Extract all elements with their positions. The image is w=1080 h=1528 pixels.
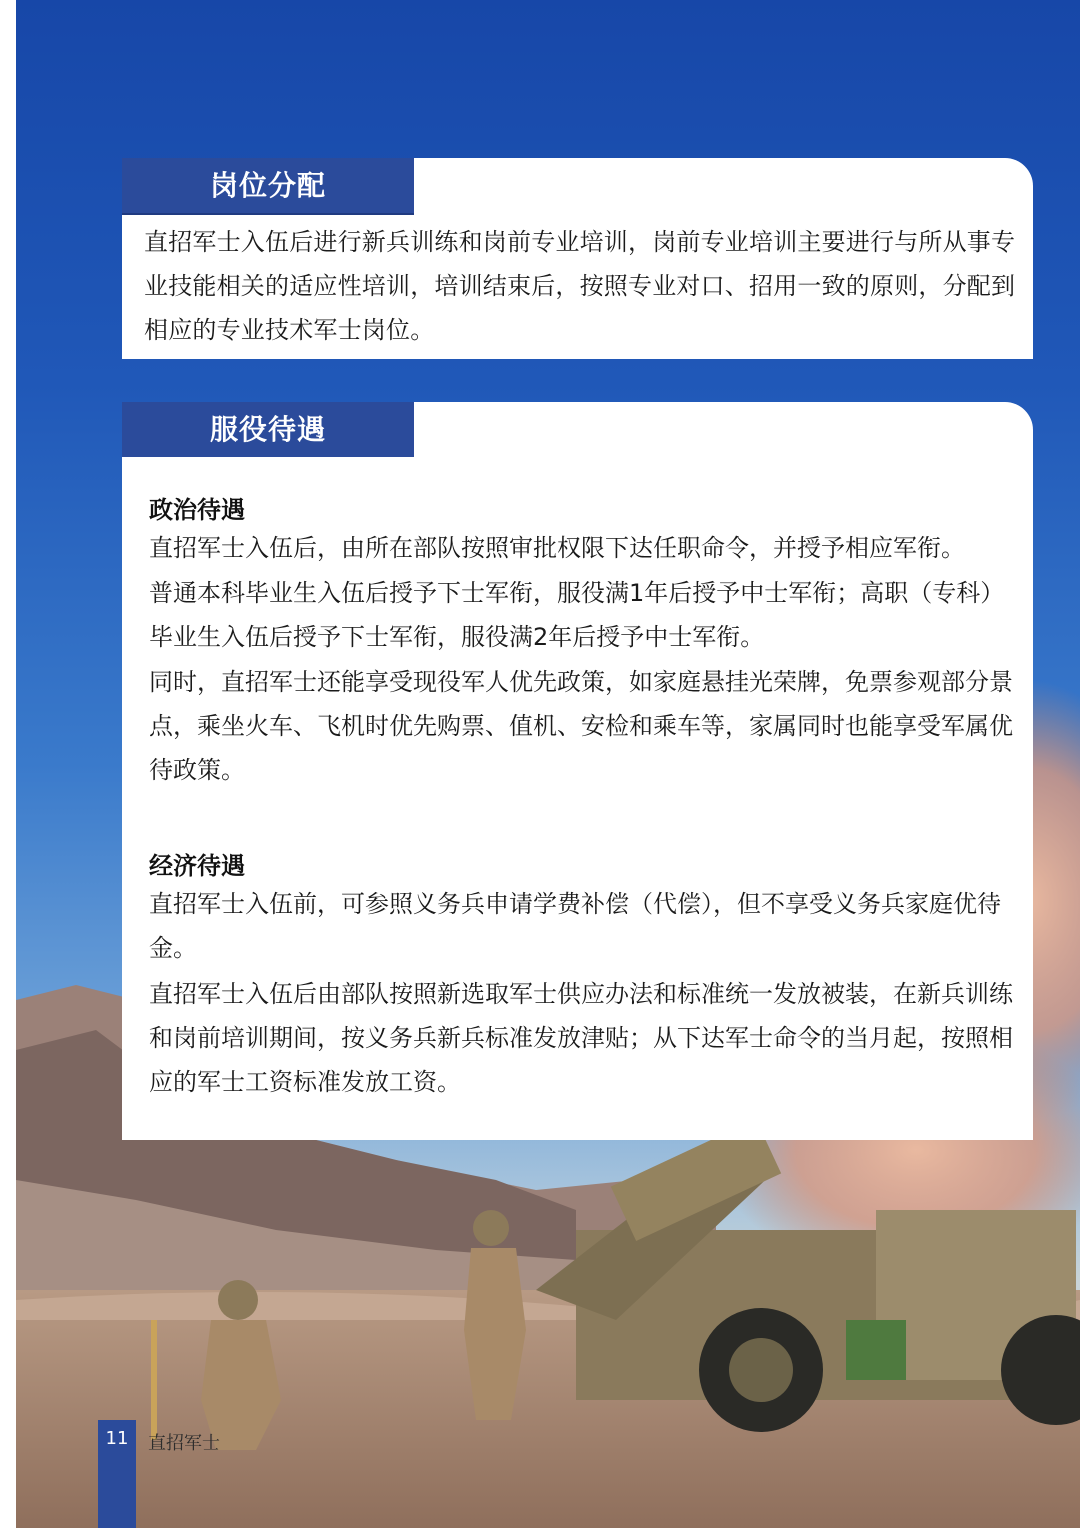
economic-benefits-paragraph-1: 直招军士入伍前，可参照义务兵申请学费补偿（代偿），但不享受义务兵家庭优待金。: [149, 890, 1001, 962]
political-benefits-paragraph-3: 同时，直招军士还能享受现役军人优先政策，如家庭悬挂光荣牌，免票参观部分景点，乘坐火车、飞机时优先购票、值机、安检和乘车等，家属同时也能享受军属优待政策。: [149, 668, 1013, 784]
job-assignment-text: 直招军士入伍后进行新兵训练和岗前专业培训，岗前专业培训主要进行与所从事专业技能相关的适应性培训，培训结束后，按照专业对口、招用一致的原则，分配到相应的专业技术军士岗位。: [144, 228, 1016, 344]
page-number: 11: [105, 1428, 129, 1449]
economic-benefits-paragraph-2: 直招军士入伍后由部队按照新选取军士供应办法和标准统一发放被装，在新兵训练和岗前培训期间，按义务兵新兵标准发放津贴；从下达军士命令的当月起，按照相应的军士工资标准发放工资。: [149, 980, 1013, 1096]
political-benefits-paragraph-1: 直招军士入伍后，由所在部队按照审批权限下达任职命令，并授予相应军衔。: [149, 534, 965, 562]
job-assignment-card: [122, 158, 1033, 359]
section-title-service-benefits: 服役待遇: [122, 402, 414, 457]
service-benefits-card: [122, 402, 1033, 1140]
footer-label: 直招军士: [148, 1433, 220, 1454]
economic-benefits-heading: 经济待遇: [149, 852, 245, 880]
political-benefits-paragraph-2: 普通本科毕业生入伍后授予下士军衔，服役满1年后授予中士军衔；高职（专科）毕业生入伍后授予下士军衔，服役满2年后授予中士军衔。: [149, 579, 1005, 651]
section-title-job-assignment: 岗位分配: [122, 158, 414, 213]
political-benefits-heading: 政治待遇: [149, 496, 245, 524]
